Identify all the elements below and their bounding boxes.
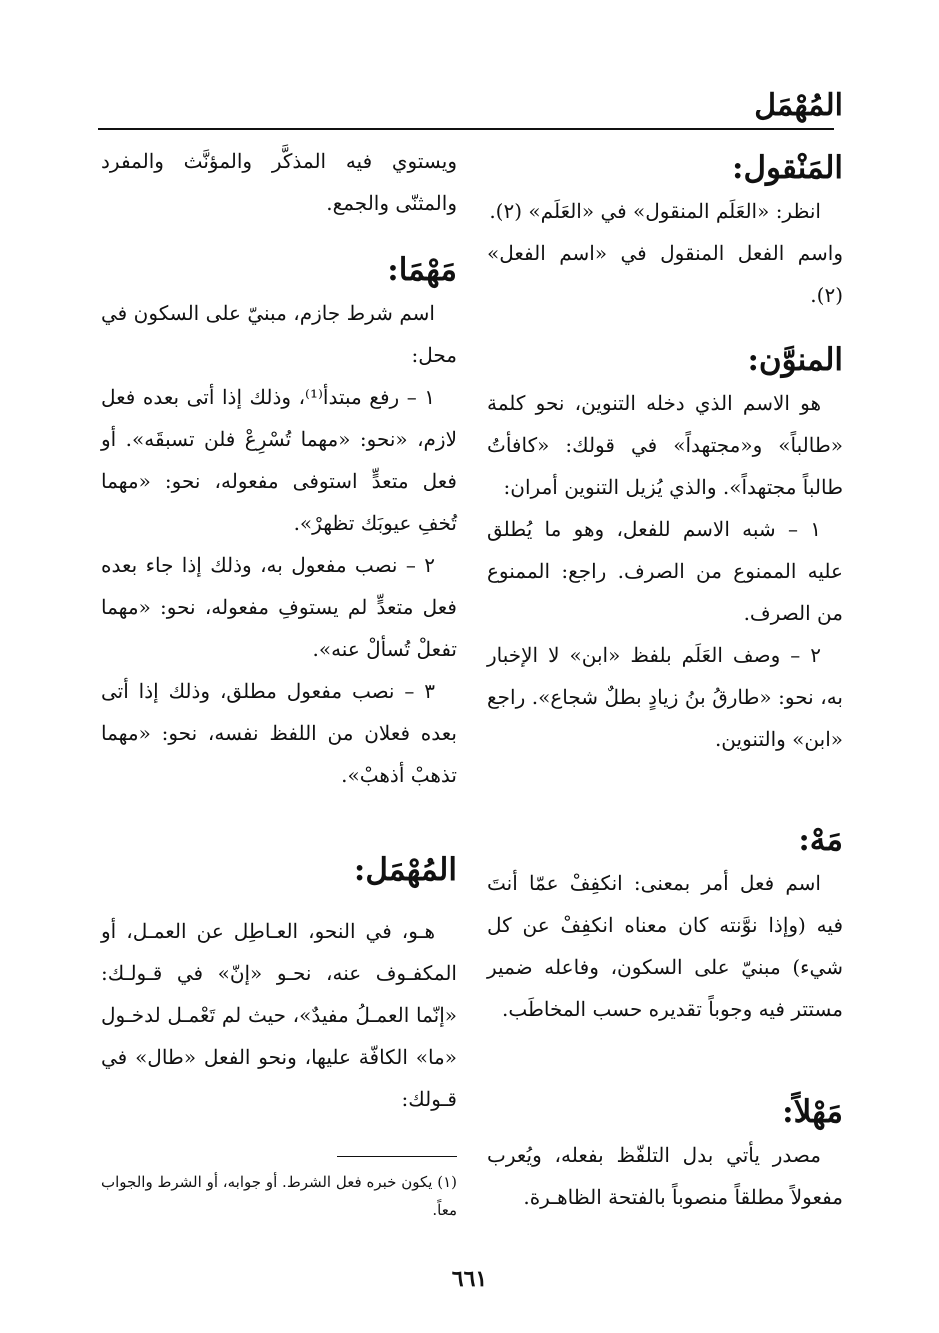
running-head: المُهْمَل — [754, 88, 843, 123]
entry-munawwan-para-3: ٢ – وصف العَلَم بلفظ «ابن» لا الإخبار به، نحو: «طارقُ بنُ زيادٍ بطلٌ شجاع». راجع «ابن» والتنوين. — [487, 643, 843, 751]
entry-muhmal-para-1: هـو، في النحو، العـاطِل عن العمـل، أو المكفـوف عنه، نحـو «إنّ» في قـولـك: «إنّما العمـلُ مفيدٌ»، حيث لم تَعْمـل لدخـول «ما» الكافّة عليها، ونحو الفعل «طال» في قـولك: — [101, 919, 457, 1111]
entry-munawwan — [487, 338, 843, 760]
entry-title-manqul: المَنْقول: — [732, 150, 843, 186]
entry-mah — [487, 818, 843, 1030]
entry-title-muhmal: المُهْمَل: — [353, 852, 457, 888]
entry-manqul-line-2: واسم الفعل المنقول في «اسم الفعل» (٢). — [487, 241, 843, 307]
right-column — [487, 138, 843, 1218]
entry-mahma-para-2: ١ – رفع مبتدأ⁽¹⁾، وذلك إذا أتى بعده فعل لازم، «نحو: «مهما تُسْرِعْ فلن تسبقَه». أو فعل متعدٍّ استوفى مفعوله، نحو: «مهما تُخفِ عيوبَك تظهرْ». — [101, 385, 457, 535]
footnote: (١) يكون خبره فعل الشرط. أو جوابه، أو الشرط والجواب معاً. — [101, 1173, 457, 1219]
entry-title-mahma: مَهْمَا: — [387, 252, 457, 288]
entry-mahma — [101, 248, 457, 796]
entry-mahlan-para-1: مصدر يأتي بدل التلفّظ بفعله، ويُعرب مفعولاً مطلقاً منصوباً بالفتحة الظاهـرة. — [487, 1143, 843, 1209]
footnote-rule — [337, 1156, 457, 1157]
header-rule — [98, 128, 834, 130]
left-column — [101, 138, 457, 1120]
entry-mahma-para-3: ٢ – نصب مفعول به، وذلك إذا جاء بعده فعل متعدٍّ لم يستوفِ مفعوله، نحو: «مهما تفعلْ تُسألْ عنه». — [101, 553, 457, 661]
entry-title-mahlan: مَهْلاً: — [782, 1094, 843, 1130]
entry-manqul — [487, 146, 843, 316]
entry-munawwan-para-2: ١ – شبه الاسم للفعل، وهو ما يُطلق عليه الممنوع من الصرف. راجع: الممنوع من الصرف. — [487, 517, 843, 625]
entry-muhmal — [101, 848, 457, 1120]
entry-manqul-line-1: انظر: «العَلَم المنقول» في «العَلَم» (٢). — [489, 199, 821, 223]
entry-mahlan — [487, 1090, 843, 1218]
entry-mahma-para-1: اسم شرط جازم، مبنيّ على السكون في محل: — [101, 301, 457, 367]
entry-munawwan-para-1: هو الاسم الذي دخله التنوين، نحو كلمة «طالباً» و«مجتهداً» في قولك: «كافأتُ طالباً مجتهداً». والذي يُزيل التنوين أمران: — [487, 391, 843, 499]
entry-mah-para-1: اسم فعل أمر بمعنى: انكفِفْ عمّا أنتَ فيه (وإذا نوَّنته كان معناه انكفِفْ عن كل شيء) مبنيّ على السكون، وفاعله ضمير مستتر فيه وجوباً تقديره حسب المخاطَب. — [487, 871, 843, 1021]
entry-title-munawwan: المنوَّن: — [747, 342, 843, 378]
continuation-text: ويستوي فيه المذكَّر والمؤنَّث والمفرد والمثنّى والجمع. — [101, 149, 457, 215]
entry-title-mah: مَهْ: — [798, 822, 843, 858]
entry-mahma-para-4: ٣ – نصب مفعول مطلق، وذلك إذا أتى بعده فعلان من اللفظ نفسه، نحو: «مهما تذهبْ أذهبْ». — [101, 679, 457, 787]
page-number: ٦٦١ — [451, 1266, 488, 1292]
